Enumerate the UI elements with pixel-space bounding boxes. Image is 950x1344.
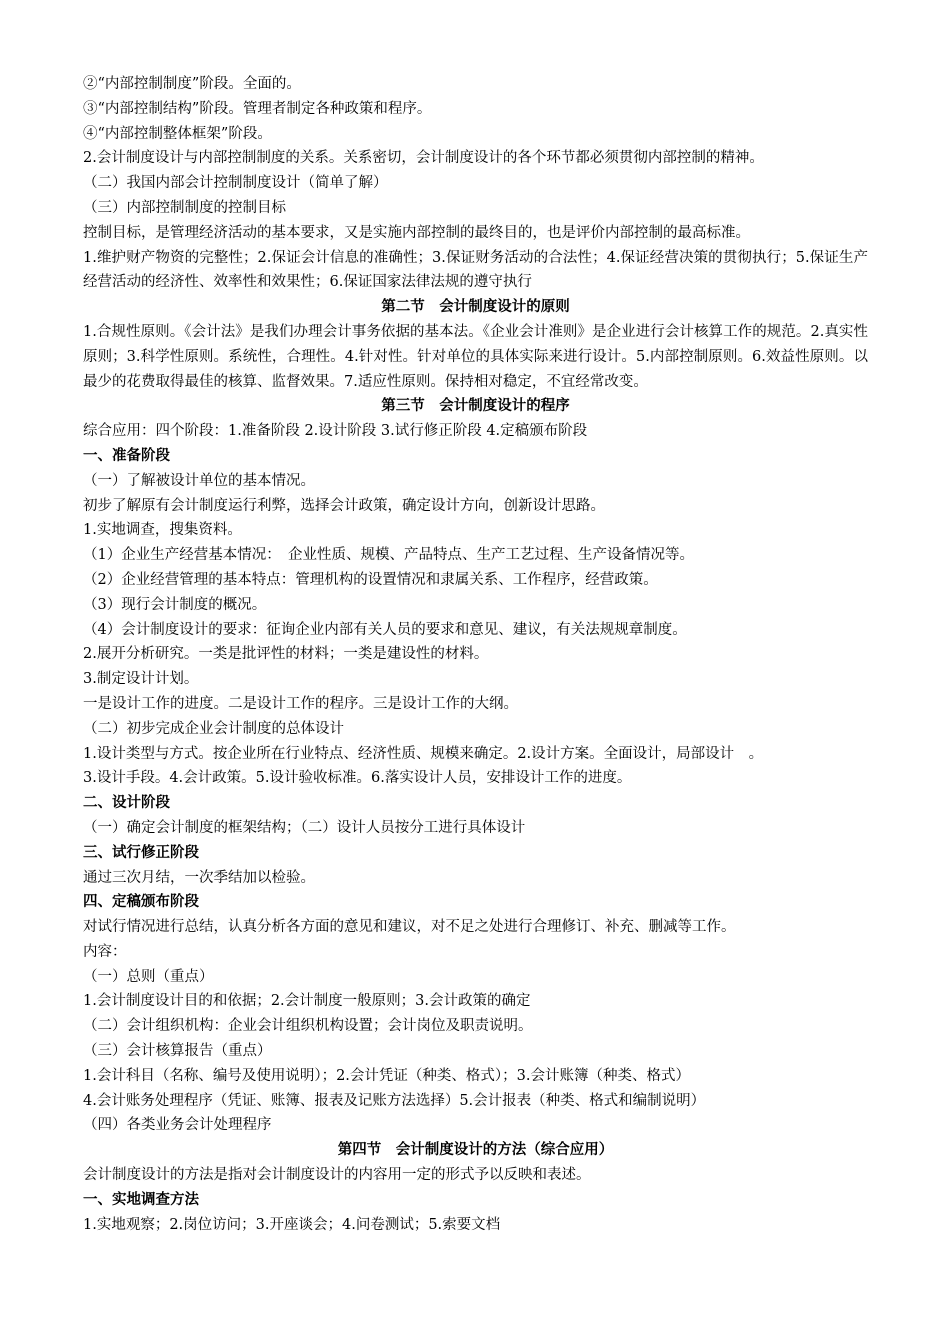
text-line: （三）内部控制制度的控制目标 — [83, 199, 286, 216]
text-line: 2.展开分析研究。一类是批评性的材料；一类是建设性的材料。 — [83, 646, 489, 663]
text-line: 对试行情况进行总结，认真分析各方面的意见和建议，对不足之处进行合理修订、补充、删减等工作。 — [83, 919, 736, 936]
text-line: 3.制定设计计划。 — [83, 671, 199, 688]
text-line: 1.实地观察；2.岗位访问；3.开座谈会；4.问卷测试；5.索要文档 — [83, 1216, 501, 1233]
text-line: （2）企业经营管理的基本特点：管理机构的设置情况和隶属关系、工作程序，经营政策。 — [83, 571, 658, 588]
text-line: （3）现行会计制度的概况。 — [83, 596, 267, 613]
text-line: 1.实地调查，搜集资料。 — [83, 522, 242, 539]
text-line: ②“内部控制制度”阶段。全面的。 — [83, 76, 301, 92]
text-line: 1.会计制度设计目的和依据；2.会计制度一般原则；3.会计政策的确定 — [83, 993, 531, 1010]
text-line: 会计制度设计的方法是指对会计制度设计的内容用一定的形式予以反映和表述。 — [83, 1167, 591, 1184]
text-line: 通过三次月结，一次季结加以检验。 — [83, 869, 315, 886]
document-body — [83, 72, 868, 1237]
text-line: （二）会计组织机构：企业会计组织机构设置；会计岗位及职责说明。 — [83, 1018, 533, 1035]
text-line: （四）各类业务会计处理程序 — [83, 1117, 272, 1134]
text-line: 综合应用：四个阶段：1.准备阶段 2.设计阶段 3.试行修正阶段 4.定稿颁布阶段 — [83, 423, 588, 440]
text-line: 4.会计账务处理程序（凭证、账簿、报表及记账方法选择）5.会计报表（种类、格式和编制说明） — [83, 1092, 706, 1109]
text-line: 1.设计类型与方式。按企业所在行业特点、经济性质、规模来确定。2.设计方案。全面设计，局部设计 。 — [83, 745, 764, 762]
text-line: （二）我国内部会计控制制度设计（简单了解） — [83, 175, 388, 192]
text-line: （一）确定会计制度的框架结构；（二）设计人员按分工进行具体设计 — [83, 819, 526, 836]
text-line: 初步了解原有会计制度运行利弊，选择会计政策，确定设计方向，创新设计思路。 — [83, 497, 605, 514]
section-heading: 第三节 会计制度设计的程序 — [381, 398, 570, 415]
text-line: （一）总则（重点） — [83, 968, 214, 985]
text-line: 1.会计科目（名称、编号及使用说明）；2.会计凭证（种类、格式）；3.会计账簿（种类、格式） — [83, 1067, 690, 1084]
text-line: （1）企业生产经营基本情况： 企业性质、规模、产品特点、生产工艺过程、生产设备情况等。 — [83, 547, 694, 564]
subsection-heading: 二、设计阶段 — [83, 795, 170, 812]
subsection-heading: 一、准备阶段 — [83, 447, 170, 464]
subsection-heading: 四、定稿颁布阶段 — [83, 894, 199, 911]
text-line: ③“内部控制结构”阶段。管理者制定各种政策和程序。 — [83, 100, 432, 117]
text-line: （二）初步完成企业会计制度的总体设计 — [83, 720, 344, 737]
text-line: ④“内部控制整体框架”阶段。 — [83, 125, 272, 142]
text-line: 内容： — [83, 943, 127, 960]
section-heading: 第二节 会计制度设计的原则 — [381, 299, 570, 316]
subsection-heading: 一、实地调查方法 — [83, 1191, 199, 1208]
text-line: 控制目标，是管理经济活动的基本要求，又是实施内部控制的最终目的，也是评价内部控制的最高标准。 — [83, 224, 750, 241]
paragraph: 1.维护财产物资的完整性；2.保证会计信息的准确性；3.保证财务活动的合法性；4.保证经营决策的贯彻执行；5.保证生产经营活动的经济性、效率性和效果性；6.保证国家法律法规的遵守执行 — [83, 249, 868, 291]
text-line: （4）会计制度设计的要求：征询企业内部有关人员的要求和意见、建议，有关法规规章制度。 — [83, 621, 687, 638]
text-line: （三）会计核算报告（重点） — [83, 1043, 272, 1060]
text-line: （一）了解被设计单位的基本情况。 — [83, 472, 315, 489]
subsection-heading: 三、试行修正阶段 — [83, 844, 199, 861]
text-line: 3.设计手段。4.会计政策。5.设计验收标准。6.落实设计人员，安排设计工作的进度。 — [83, 770, 632, 787]
text-line: 一是设计工作的进度。二是设计工作的程序。三是设计工作的大纲。 — [83, 695, 518, 712]
text-line: 2.会计制度设计与内部控制制度的关系。关系密切，会计制度设计的各个环节都必须贯彻内部控制的精神。 — [83, 150, 764, 167]
section-heading: 第四节 会计制度设计的方法（综合应用） — [337, 1142, 614, 1159]
paragraph: 1.合规性原则。《会计法》是我们办理会计事务依据的基本法。《企业会计准则》是企业进行会计核算工作的规范。2.真实性原则；3.科学性原则。系统性，合理性。4.针对性。针对单位的具体实际来进行设计。5.内部控制原则。6.效益性原则。以最少的花费取得最佳的核算、监督效果。7.适应性原则。保持相对稳定，不宜经常改变。 — [83, 323, 868, 390]
